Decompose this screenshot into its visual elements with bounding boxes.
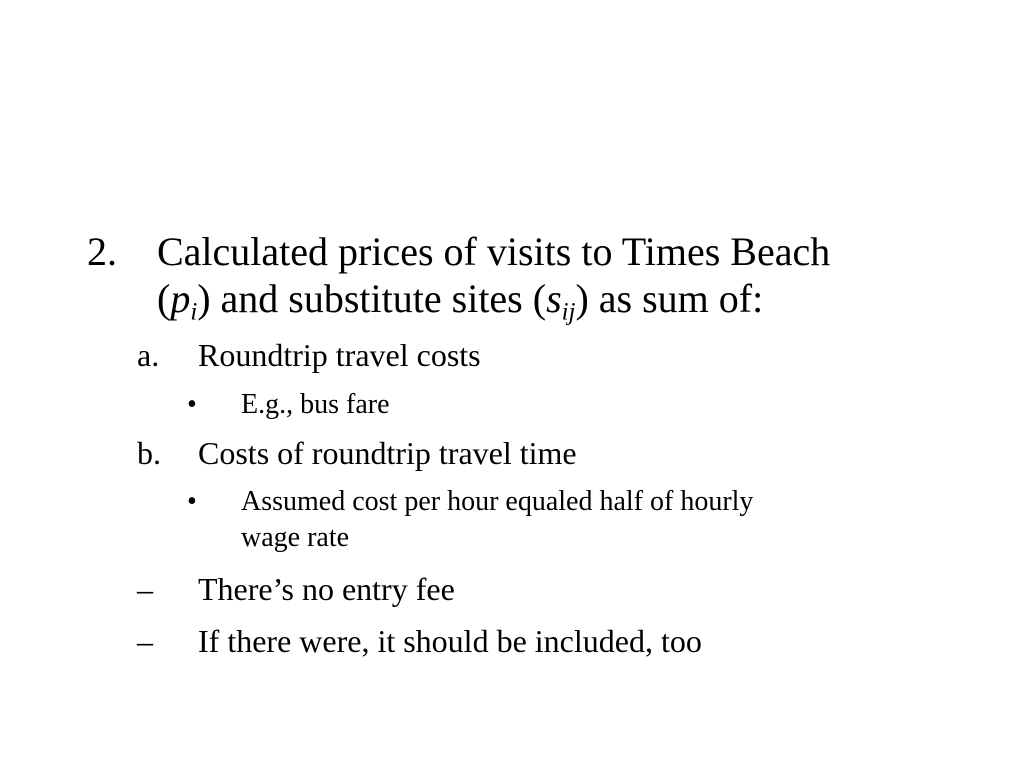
dash-text: If there were, it should be included, too [198, 623, 702, 659]
dash-marker: – [137, 571, 153, 607]
price-variable: p [170, 276, 191, 321]
bullet-marker: • [187, 486, 197, 517]
dash-item [0, 623, 1024, 663]
sub-item-marker: a. [137, 337, 160, 373]
bullet-text-line-2: wage rate [241, 522, 350, 553]
bullet-marker: • [187, 389, 197, 420]
item-line-1: Calculated prices of visits to Times Beach [157, 229, 831, 274]
sub-item-text: Costs of roundtrip travel time [198, 435, 577, 471]
item-line-2 [157, 275, 764, 326]
item-line-2-end: ) as sum of: [575, 276, 764, 321]
sub-item-text: Roundtrip travel costs [198, 337, 481, 373]
item-line-2-middle: ) and substitute sites ( [197, 276, 547, 321]
price-subscript: i [190, 298, 198, 326]
dash-marker: – [137, 623, 153, 659]
bullet-text-line-1: Assumed cost per hour equaled half of hourly [241, 486, 754, 517]
sub-item-marker: b. [137, 435, 161, 471]
sub-item-a [0, 337, 1024, 377]
dash-item [0, 571, 1024, 611]
substitute-variable: s [546, 276, 562, 321]
numbered-item-2 [0, 228, 1024, 328]
substitute-subscript: ij [561, 298, 576, 326]
sub-item-b [0, 435, 1024, 475]
bullet-text: E.g., bus fare [241, 389, 390, 420]
dash-text: There’s no entry fee [198, 571, 455, 607]
open-paren: ( [157, 276, 171, 321]
bullet-item [0, 387, 1024, 423]
bullet-item [0, 484, 1024, 556]
item-number: 2. [87, 229, 117, 274]
